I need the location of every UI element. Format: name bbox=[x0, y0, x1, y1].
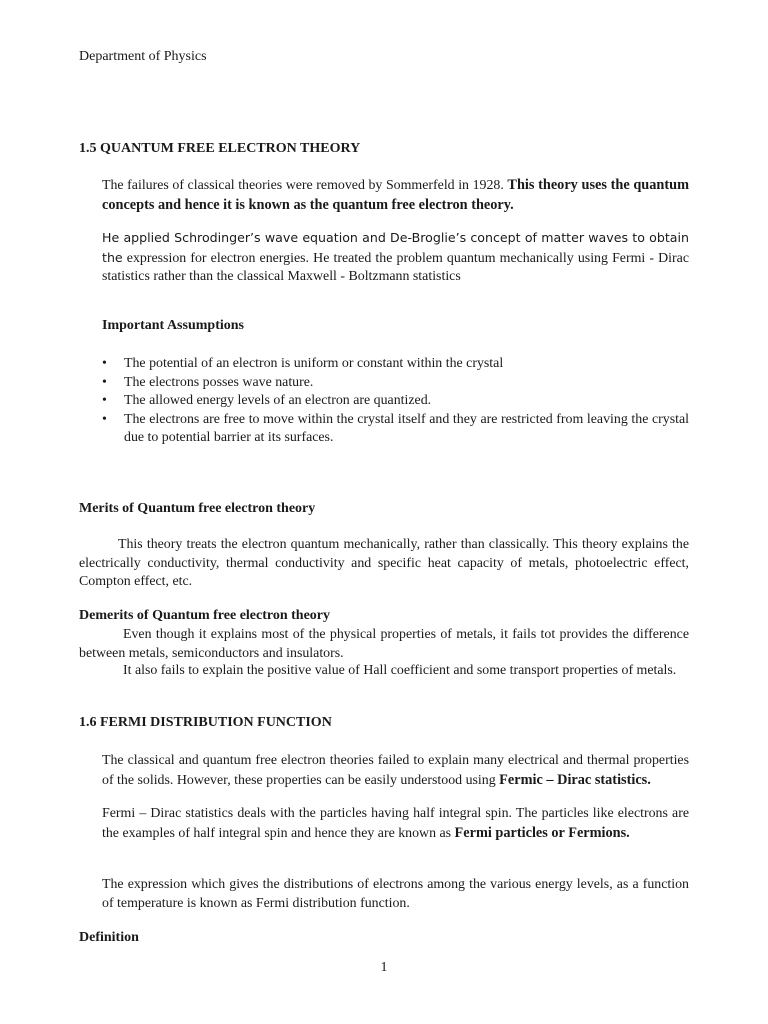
important-assumptions-heading: Important Assumptions bbox=[102, 318, 244, 333]
page-header: Department of Physics bbox=[79, 49, 207, 64]
demerits-paragraph-1 bbox=[79, 626, 689, 663]
list-item: • The electrons posses wave nature. bbox=[102, 374, 689, 393]
paragraph-2-text: expression for electron energies. He treated the problem quantum mechanically using Fermi - Dirac statistics rather than the classical Maxwell - Boltzmann statistics bbox=[102, 250, 689, 285]
paragraph-1-bold-text: This theory uses the quantum concepts and hence it is known as the quantum free electron theory. bbox=[102, 177, 689, 213]
section-1-6-paragraph-2 bbox=[102, 805, 689, 843]
section-1-6-title: 1.6 FERMI DISTRIBUTION FUNCTION bbox=[79, 715, 332, 730]
section-1-6-paragraph-1 bbox=[102, 752, 689, 790]
merits-text: This theory treats the electron quantum mechanically, rather than classically. This theory explains the electrically conductivity, thermal conductivity and specific heat capacity of metals, photoelectric effect, Compton effect, etc. bbox=[79, 537, 689, 590]
list-item: • The electrons are free to move within the crystal itself and they are restricted from leaving the crystal due to potential barrier at its surfaces. bbox=[102, 411, 689, 448]
fermi-paragraph-2-bold-text: Fermi particles or Fermions. bbox=[454, 824, 630, 841]
section-1-5-paragraph-1 bbox=[102, 176, 689, 215]
fermi-paragraph-2-text: Fermi – Dirac statistics deals with the particles having half integral spin. The particles like electrons are the examples of half integral spin and hence they are known as bbox=[102, 806, 689, 841]
demerits-text-1: Even though it explains most of the physical properties of metals, it fails tot provides the difference between metals, semiconductors and insulators. bbox=[79, 627, 689, 661]
list-item: • The potential of an electron is uniform or constant within the crystal bbox=[102, 355, 689, 374]
assumptions-list bbox=[102, 355, 689, 448]
paragraph-2-sans-text: He applied Schrodinger’s wave equation and De-Broglie’s concept of matter waves to obtain the bbox=[102, 230, 689, 265]
definition-heading: Definition bbox=[79, 930, 139, 945]
page-number: 1 bbox=[380, 960, 388, 975]
paragraph-1-text: The failures of classical theories were removed by Sommerfeld in 1928. bbox=[102, 178, 508, 193]
demerits-paragraph-2 bbox=[79, 662, 689, 681]
list-item: • The allowed energy levels of an electron are quantized. bbox=[102, 392, 689, 411]
merits-paragraph bbox=[79, 536, 689, 592]
section-1-6-paragraph-3: The expression which gives the distributions of electrons among the various energy levels, as a function of temperature is known as Fermi distribution function. bbox=[102, 877, 689, 911]
merits-heading: Merits of Quantum free electron theory bbox=[79, 501, 316, 516]
demerits-heading: Demerits of Quantum free electron theory bbox=[79, 608, 331, 623]
section-1-5-title: 1.5 QUANTUM FREE ELECTRON THEORY bbox=[79, 141, 361, 156]
fermi-paragraph-1-bold-text: Fermic – Dirac statistics. bbox=[499, 771, 651, 788]
demerits-text-2: It also fails to explain the positive value of Hall coefficient and some transport properties of metals. bbox=[123, 663, 677, 678]
fermi-paragraph-1-text: The classical and quantum free electron theories failed to explain many electrical and thermal properties of the solids. However, these properties can be easily understood using bbox=[102, 753, 689, 788]
section-1-5-paragraph-2 bbox=[102, 229, 689, 287]
